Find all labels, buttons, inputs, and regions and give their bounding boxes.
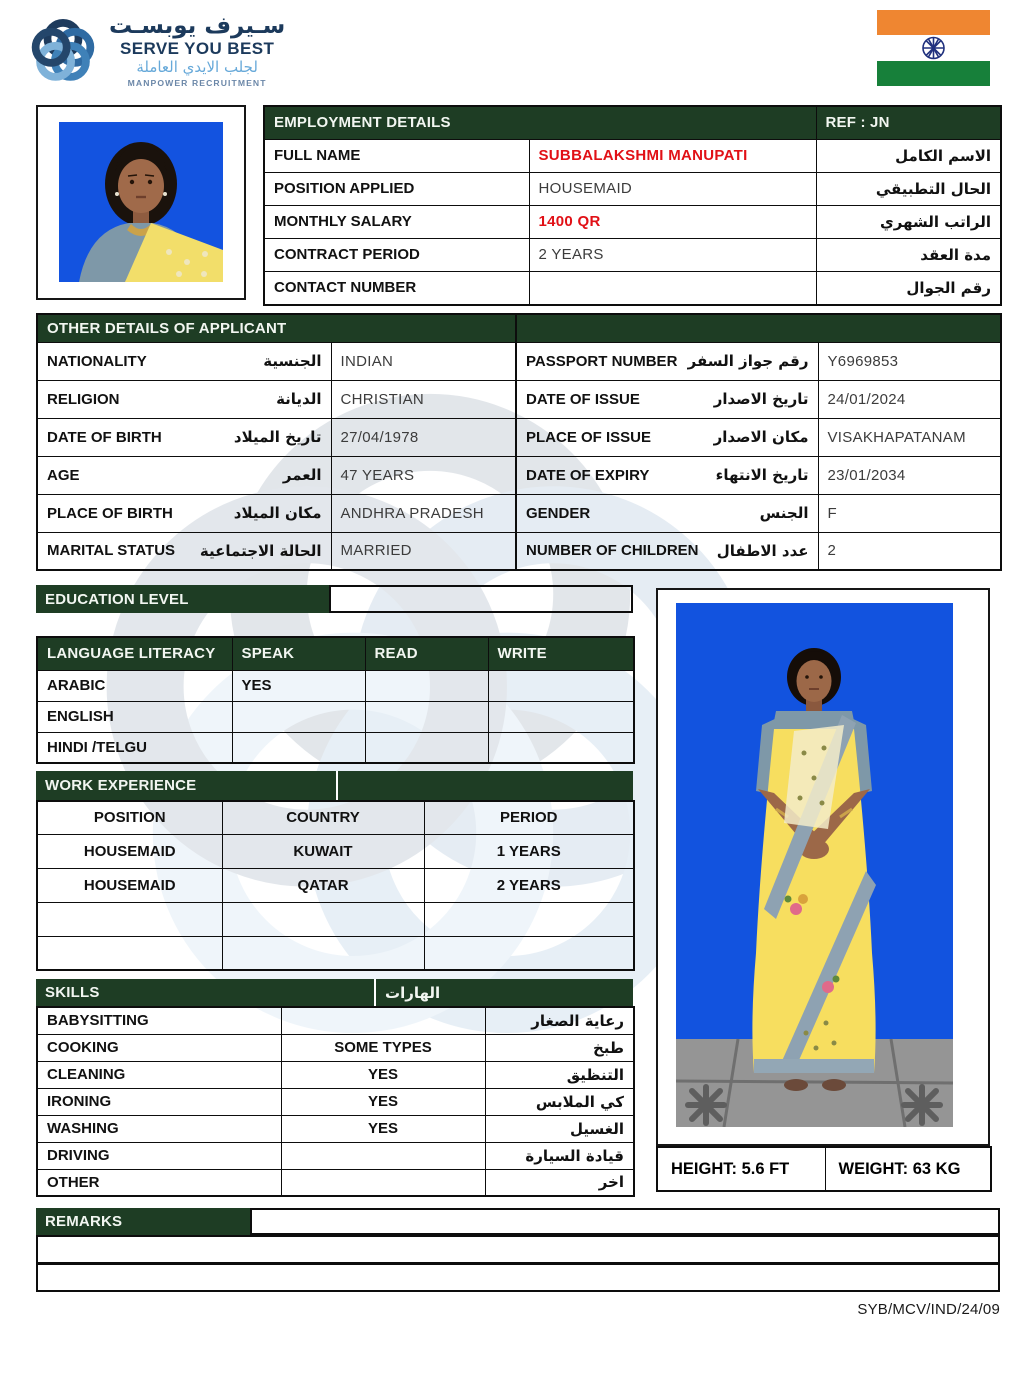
skill-label: IRONING [37,1088,281,1115]
table-row [37,380,516,418]
speak-value [232,701,365,732]
skill-value: YES [281,1088,485,1115]
table-row [37,834,634,868]
table-row [37,494,516,532]
row-label-cell: POSITION APPLIED [264,172,529,205]
row-arabic: الجنسية [263,352,322,370]
table-row [264,271,1001,305]
table-row [657,1147,991,1191]
row-arabic-cell: مدة العقد [816,238,1001,271]
skills-bar [36,979,633,1006]
table-row [264,205,1001,238]
table-header-row [37,314,516,342]
row-arabic: تاريخ الاصدار [713,390,809,408]
skills-title: SKILLS [36,979,374,1006]
agency-tagline-english: MANPOWER RECRUITMENT [127,77,267,88]
skill-arabic: رعاية الصغار [485,1007,634,1034]
period-value: 1 YEARS [424,834,634,868]
read-value [365,732,488,763]
position-header: POSITION [37,801,222,834]
skill-label: CLEANING [37,1061,281,1088]
remarks-title: REMARKS [36,1208,250,1235]
skill-label: WASHING [37,1115,281,1142]
skill-arabic: اخر [485,1169,634,1196]
table-row [264,172,1001,205]
period-header: PERIOD [424,801,634,834]
headshot-photo-frame [36,105,246,300]
country-value [222,902,424,936]
skill-value [281,1169,485,1196]
date-of-issue-value: 24/01/2024 [818,380,1001,418]
skills-table [36,1006,635,1197]
date-of-birth-value: 27/04/1978 [331,418,516,456]
position-value: HOUSEMAID [37,834,222,868]
work-experience-bar-spacer [336,771,633,800]
agency-logo-text [109,14,285,88]
row-value-cell: 2 YEARS [529,238,816,271]
skill-value: SOME TYPES [281,1034,485,1061]
read-value [365,670,488,701]
ref-cell: REF : JN [816,106,1001,139]
skill-arabic: طبخ [485,1034,634,1061]
row-arabic: مكان الميلاد [233,504,322,522]
row-label-cell: MONTHLY SALARY [264,205,529,238]
marital-status-value: MARRIED [331,532,516,570]
position-value: HOUSEMAID [37,868,222,902]
row-arabic-cell: الحال التطبيقي [816,172,1001,205]
work-experience-bar [36,771,633,800]
date-of-expiry-value: 23/01/2034 [818,456,1001,494]
speak-value [232,732,365,763]
table-row [37,732,634,763]
weight-value: WEIGHT: 63 KG [825,1147,991,1191]
write-value [488,732,634,763]
agency-name-english: SERVE YOU BEST [119,39,275,59]
table-row [516,456,1001,494]
row-label: DATE OF EXPIRY [526,466,650,484]
table-row [516,380,1001,418]
speak-header: SPEAK [232,637,365,670]
remarks-header-empty [250,1208,1000,1235]
row-arabic-cell: الراتب الشهري [816,205,1001,238]
row-arabic-cell: رقم الجوال [816,271,1001,305]
india-flag-icon [877,10,990,86]
table-row [37,1169,634,1196]
row-label: AGE [47,466,80,484]
row-arabic: الحالة الاجتماعية [199,541,322,560]
skill-arabic: التنظيق [485,1061,634,1088]
row-label: NUMBER OF CHILDREN [526,542,699,560]
agency-tagline-arabic: لجلب الايدي العاملة [136,58,258,77]
fullbody-photo-frame [656,588,990,1146]
education-level-bar [36,585,633,613]
write-value [488,701,634,732]
row-arabic: رقم جواز السفر [687,352,809,370]
skill-label: COOKING [37,1034,281,1061]
row-label: PLACE OF BIRTH [47,504,173,522]
children-count-value: 2 [818,532,1001,570]
skill-label: OTHER [37,1169,281,1196]
applicant-headshot-photo [59,122,223,282]
age-value: 47 YEARS [331,456,516,494]
work-experience-title: WORK EXPERIENCE [36,771,336,800]
row-arabic-cell: الاسم الكامل [816,139,1001,172]
row-value-cell: HOUSEMAID [529,172,816,205]
table-row [516,532,1001,570]
nationality-value: INDIAN [331,342,516,380]
salary-value: 1400 QR [529,205,816,238]
period-value [424,936,634,970]
skill-label: DRIVING [37,1142,281,1169]
passport-number-value: Y6969853 [818,342,1001,380]
skill-arabic: قيادة السيارة [485,1142,634,1169]
logo-rings-icon [26,8,100,94]
remarks-bar [36,1208,1000,1235]
other-details-left-table [36,313,517,571]
row-arabic: العمر [282,466,322,484]
education-level-value [329,585,633,613]
skill-value [281,1007,485,1034]
agency-name-arabic: سـيرف يوبسـت [109,13,286,40]
other-details-title: OTHER DETAILS OF APPLICANT [37,314,516,342]
place-of-issue-value: VISAKHAPATANAM [818,418,1001,456]
language-header: LANGUAGE LITERACY [37,637,232,670]
document-reference-code: SYB/MCV/IND/24/09 [857,1301,1000,1318]
employment-title: EMPLOYMENT DETAILS [264,106,816,139]
table-row [37,456,516,494]
skill-arabic: كي الملابس [485,1088,634,1115]
write-value [488,670,634,701]
applicant-fullbody-photo [676,603,953,1127]
table-row [37,532,516,570]
table-row [264,238,1001,271]
skill-label: BABYSITTING [37,1007,281,1034]
skill-value [281,1142,485,1169]
country-value [222,936,424,970]
row-label: PASSPORT NUMBER [526,352,678,370]
table-row [37,342,516,380]
language-name: ENGLISH [37,701,232,732]
table-header-row [37,637,634,670]
table-row [37,701,634,732]
row-label-cell: FULL NAME [264,139,529,172]
table-row [516,418,1001,456]
place-of-birth-value: ANDHRA PRADESH [331,494,516,532]
table-row [37,1142,634,1169]
height-value: HEIGHT: 5.6 FT [657,1147,825,1191]
write-header: WRITE [488,637,634,670]
table-row [516,494,1001,532]
full-name-value: SUBBALAKSHMI MANUPATI [529,139,816,172]
table-row [37,1007,634,1034]
country-value: KUWAIT [222,834,424,868]
row-label: MARITAL STATUS [47,542,176,560]
row-arabic: الجنس [759,504,809,522]
read-value [365,701,488,732]
table-row [37,936,634,970]
physique-table [656,1146,992,1192]
table-row [37,418,516,456]
language-name: HINDI /TELGU [37,732,232,763]
remarks-row-1 [36,1235,1000,1264]
country-value: QATAR [222,868,424,902]
row-label: DATE OF ISSUE [526,390,640,408]
employment-details-table [263,105,1002,306]
table-row [37,1061,634,1088]
row-arabic: الديانة [276,390,322,408]
skill-value: YES [281,1061,485,1088]
period-value [424,902,634,936]
agency-logo [26,8,285,94]
table-row [264,139,1001,172]
religion-value: CHRISTIAN [331,380,516,418]
speak-value: YES [232,670,365,701]
ashoka-chakra-icon [923,38,944,59]
skills-title-arabic: الهارات [374,979,633,1006]
table-row [37,1115,634,1142]
row-arabic: مكان الاصدار [713,428,809,446]
row-arabic: عدد الاطفال [716,541,809,560]
language-literacy-table [36,636,635,764]
table-row [37,1034,634,1061]
table-row [37,670,634,701]
skill-value: YES [281,1115,485,1142]
table-header-row [264,106,1001,139]
row-label-cell: CONTRACT PERIOD [264,238,529,271]
period-value: 2 YEARS [424,868,634,902]
position-value [37,936,222,970]
row-label: PLACE OF ISSUE [526,428,652,446]
row-arabic: تاريخ الميلاد [233,428,322,446]
read-header: READ [365,637,488,670]
other-details-right-table [515,313,1002,571]
remarks-row-2 [36,1263,1000,1292]
work-experience-table [36,800,635,971]
row-label: RELIGION [47,390,120,408]
table-header-row [516,314,1001,342]
table-row [37,1088,634,1115]
table-header-row [37,801,634,834]
row-arabic: تاريخ الانتهاء [715,466,809,484]
row-label: DATE OF BIRTH [47,428,162,446]
position-value [37,902,222,936]
row-label: NATIONALITY [47,352,147,370]
table-row [516,342,1001,380]
skill-arabic: الغسيل [485,1115,634,1142]
contact-number-value [529,271,816,305]
education-level-title: EDUCATION LEVEL [36,585,329,613]
language-name: ARABIC [37,670,232,701]
table-row [37,902,634,936]
country-header: COUNTRY [222,801,424,834]
row-label-cell: CONTACT NUMBER [264,271,529,305]
gender-value: F [818,494,1001,532]
row-label: GENDER [526,504,591,522]
table-row [37,868,634,902]
other-details-header-spacer [516,314,1001,342]
